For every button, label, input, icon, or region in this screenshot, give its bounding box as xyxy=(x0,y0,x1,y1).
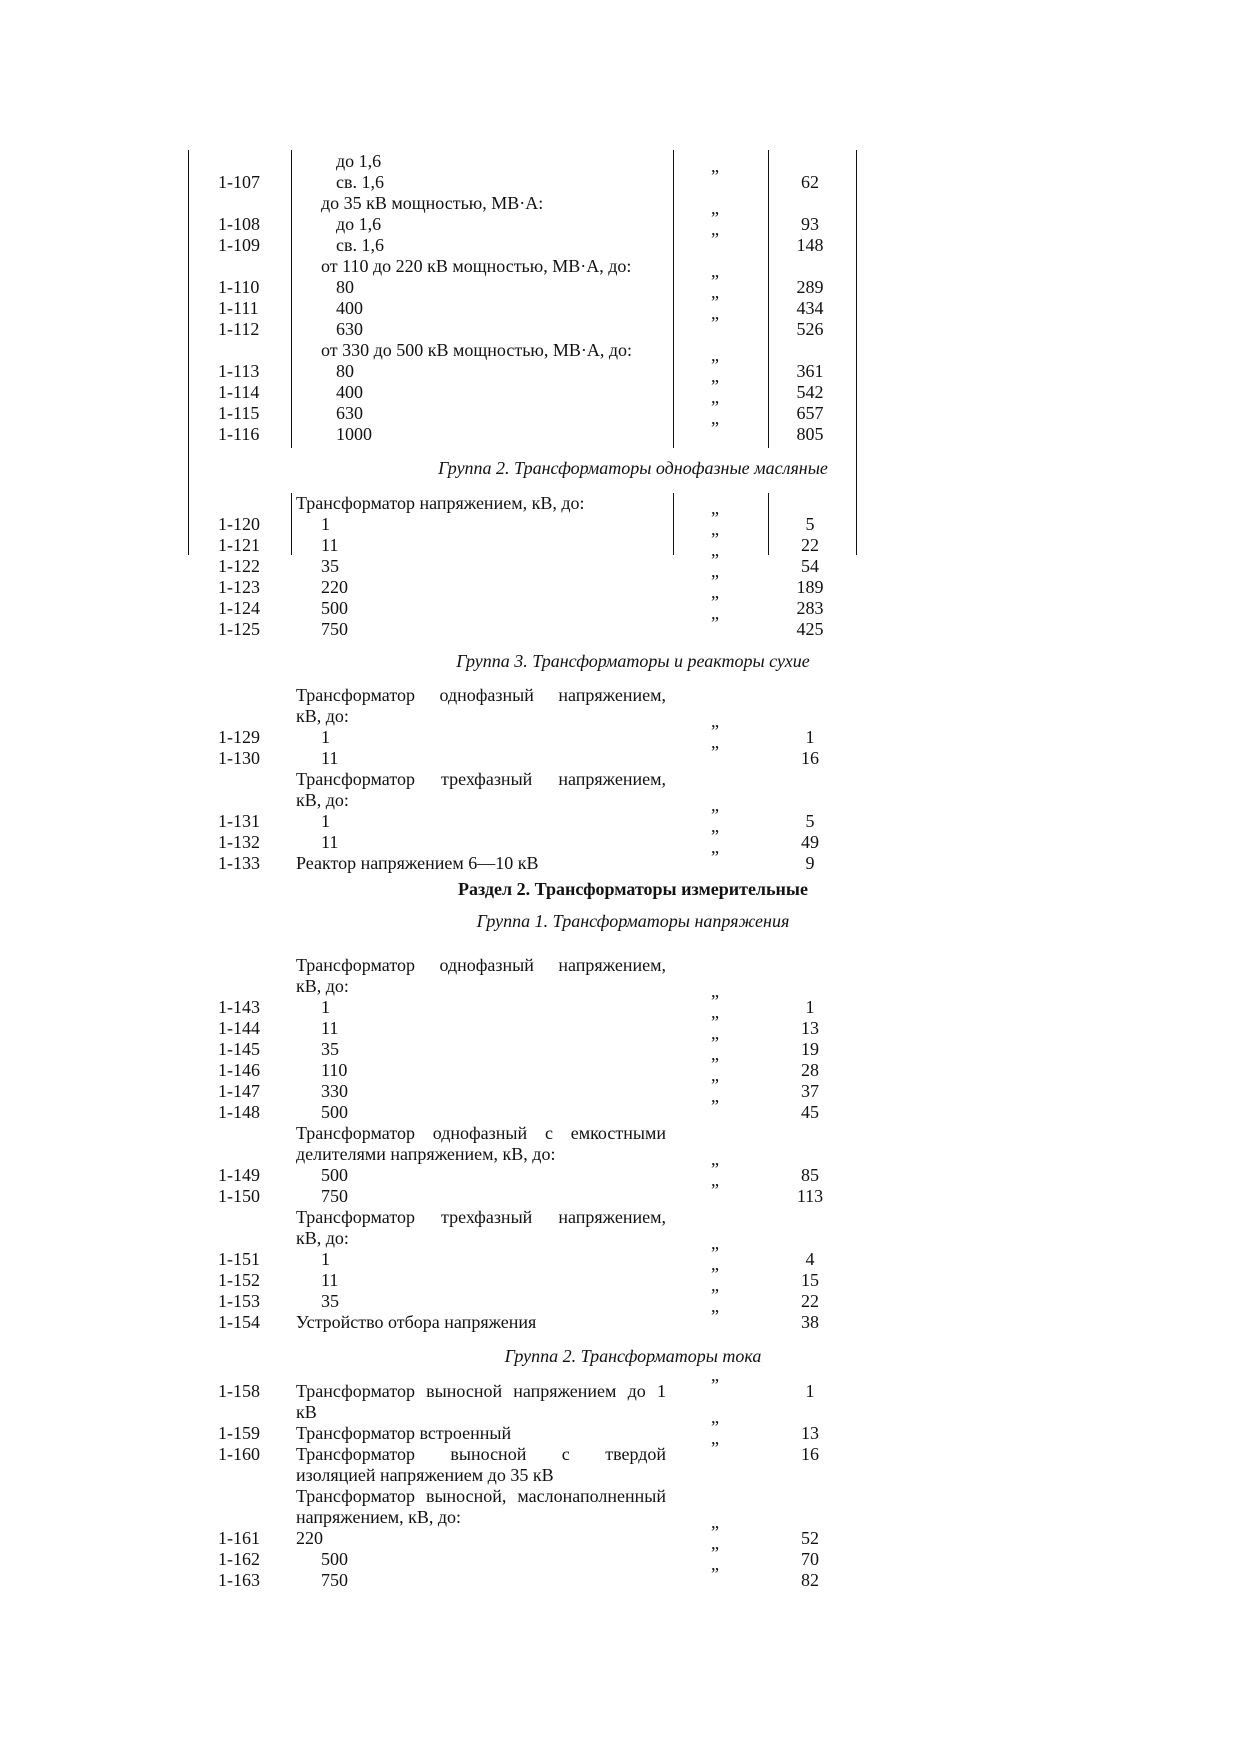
group-heading: Группа 3. Трансформаторы и реакторы сухие xyxy=(456,651,810,671)
ditto-mark: ” xyxy=(711,1054,719,1074)
ditto-mark: ” xyxy=(711,1075,719,1095)
table-row xyxy=(0,376,1240,403)
item-value: 13 xyxy=(801,1423,819,1443)
item-value: 37 xyxy=(801,1081,819,1101)
table-row xyxy=(0,769,1240,790)
item-description: 1 xyxy=(321,997,330,1017)
item-description: 1 xyxy=(321,1249,330,1269)
group-heading: Группа 1. Трансформаторы напряжения xyxy=(476,911,790,931)
item-description: 220 xyxy=(296,1528,323,1548)
item-code: 1-151 xyxy=(218,1249,260,1269)
ditto-mark: ” xyxy=(711,313,719,333)
item-value: 189 xyxy=(796,577,824,597)
table-row xyxy=(0,685,1240,706)
table-row xyxy=(0,340,1240,361)
ditto-mark: ” xyxy=(711,376,719,396)
ditto-mark: ” xyxy=(711,1522,719,1542)
item-code: 1-112 xyxy=(218,319,260,339)
table-row xyxy=(0,1564,1240,1591)
item-value: 542 xyxy=(796,382,824,402)
ditto-mark: ” xyxy=(711,355,719,375)
item-description: Устройство отбора напряжения xyxy=(296,1312,537,1332)
table-row xyxy=(0,613,1240,640)
item-description: 400 xyxy=(336,382,363,402)
ditto-mark: ” xyxy=(711,271,719,291)
item-code: 1-120 xyxy=(218,514,260,534)
item-description: св. 1,6 xyxy=(336,172,384,192)
item-description: 750 xyxy=(321,1570,348,1590)
item-value: 45 xyxy=(801,1102,819,1122)
ditto-mark: ” xyxy=(711,397,719,417)
table-row xyxy=(0,166,1240,193)
item-code: 1-115 xyxy=(218,403,260,423)
item-description: Трансформатор трехфазный напряжением, xyxy=(296,769,666,789)
item-description: 630 xyxy=(336,403,363,423)
item-value: 289 xyxy=(796,277,824,297)
item-code: 1-122 xyxy=(218,556,260,576)
item-code: 1-149 xyxy=(218,1165,260,1185)
item-value: 93 xyxy=(801,214,819,234)
item-description: 11 xyxy=(321,832,339,852)
item-code: 1-132 xyxy=(218,832,260,852)
table-row xyxy=(0,1486,1240,1507)
table-row xyxy=(0,418,1240,445)
table-row xyxy=(0,571,1240,598)
item-description: 500 xyxy=(321,1549,348,1569)
item-value: 526 xyxy=(796,319,824,339)
item-description: 35 xyxy=(321,556,339,576)
item-code: 1-145 xyxy=(218,1039,260,1059)
table-row xyxy=(0,1033,1240,1060)
item-code: 1-160 xyxy=(218,1444,260,1464)
item-value: 1 xyxy=(805,1381,815,1401)
ditto-mark: ” xyxy=(711,208,719,228)
ditto-mark: ” xyxy=(711,1159,719,1179)
ditto-mark: ” xyxy=(711,613,719,633)
item-code: 1-152 xyxy=(218,1270,260,1290)
item-code: 1-159 xyxy=(218,1423,260,1443)
item-value: 1 xyxy=(805,727,815,747)
item-description: 500 xyxy=(321,1165,348,1185)
table-row xyxy=(0,208,1240,235)
table-row xyxy=(0,292,1240,319)
item-value: 425 xyxy=(796,619,824,639)
ditto-mark: ” xyxy=(711,1438,719,1458)
table-row xyxy=(0,1096,1240,1123)
item-code: 1-108 xyxy=(218,214,260,234)
table-row xyxy=(0,706,1240,727)
item-value: 13 xyxy=(801,1018,819,1038)
table-row xyxy=(0,313,1240,340)
ditto-mark: ” xyxy=(711,508,719,528)
item-value: 113 xyxy=(796,1186,824,1206)
table-row xyxy=(0,805,1240,832)
table-row xyxy=(0,826,1240,853)
item-code: 1-161 xyxy=(218,1528,260,1548)
item-description: кВ, до: xyxy=(296,1228,349,1248)
table-row xyxy=(0,529,1240,556)
item-value: 361 xyxy=(796,361,824,381)
item-value: 16 xyxy=(801,1444,819,1464)
table-row xyxy=(0,1228,1240,1249)
item-value: 5 xyxy=(805,514,815,534)
item-description: 750 xyxy=(321,619,348,639)
item-code: 1-130 xyxy=(218,748,260,768)
item-description: 11 xyxy=(321,535,339,555)
table-row xyxy=(0,847,1240,874)
item-description: Трансформатор однофазный напряжением, xyxy=(296,955,666,975)
item-code: 1-162 xyxy=(218,1549,260,1569)
item-description: 1000 xyxy=(336,424,372,444)
item-value: 22 xyxy=(801,535,819,555)
item-code: 1-109 xyxy=(218,235,260,255)
item-code: 1-123 xyxy=(218,577,260,597)
item-description: кВ, до: xyxy=(296,790,349,810)
ditto-mark: ” xyxy=(711,847,719,867)
item-description: 11 xyxy=(321,748,339,768)
ditto-mark: ” xyxy=(711,292,719,312)
table-row xyxy=(0,1465,1240,1486)
table-row xyxy=(0,550,1240,577)
item-description: Трансформатор выносной с твердой xyxy=(296,1444,666,1464)
item-code: 1-124 xyxy=(218,598,260,618)
ditto-mark: ” xyxy=(711,1306,719,1326)
item-code: 1-158 xyxy=(218,1381,260,1401)
item-value: 85 xyxy=(801,1165,819,1185)
table-row xyxy=(0,1180,1240,1207)
table-row xyxy=(0,721,1240,748)
item-value: 22 xyxy=(801,1291,819,1311)
table-row xyxy=(0,1207,1240,1228)
item-code: 1-131 xyxy=(218,811,260,831)
ditto-mark: ” xyxy=(711,592,719,612)
ditto-mark: ” xyxy=(711,1243,719,1263)
item-description: 11 xyxy=(321,1018,339,1038)
item-code: 1-150 xyxy=(218,1186,260,1206)
ditto-mark: ” xyxy=(711,418,719,438)
item-value: 148 xyxy=(796,235,824,255)
ditto-mark: ” xyxy=(711,1033,719,1053)
table-row xyxy=(0,1144,1240,1165)
table-row xyxy=(0,397,1240,424)
table-row xyxy=(0,256,1240,277)
item-code: 1-113 xyxy=(218,361,260,381)
item-description: 1 xyxy=(321,514,330,534)
table-row xyxy=(0,790,1240,811)
ditto-mark: ” xyxy=(711,721,719,741)
item-code: 1-110 xyxy=(218,277,260,297)
item-code: 1-111 xyxy=(218,298,259,318)
item-description: кВ, до: xyxy=(296,706,349,726)
item-description: Реактор напряжением 6—10 кВ xyxy=(296,853,539,873)
table-row xyxy=(0,271,1240,298)
table-row xyxy=(0,1306,1240,1333)
table-row xyxy=(0,1264,1240,1291)
item-description: до 1,6 xyxy=(336,214,382,234)
ditto-mark: ” xyxy=(711,1375,719,1395)
table-row xyxy=(0,151,1240,172)
item-description: 500 xyxy=(321,1102,348,1122)
item-value: 28 xyxy=(801,1060,819,1080)
ditto-mark: ” xyxy=(711,1543,719,1563)
item-description: кВ, до: xyxy=(296,976,349,996)
ditto-mark: ” xyxy=(711,742,719,762)
group-heading: Группа 2. Трансформаторы тока xyxy=(504,1346,762,1366)
item-value: 805 xyxy=(796,424,824,444)
ditto-mark: ” xyxy=(711,826,719,846)
item-description: 35 xyxy=(321,1039,339,1059)
table-row xyxy=(0,976,1240,997)
item-code: 1-144 xyxy=(218,1018,260,1038)
group-heading: Группа 2. Трансформаторы однофазные масляные xyxy=(438,458,828,478)
table-row xyxy=(0,1522,1240,1549)
item-value: 52 xyxy=(801,1528,819,1548)
item-value: 54 xyxy=(801,556,819,576)
ditto-mark: ” xyxy=(711,1096,719,1116)
ditto-mark: ” xyxy=(711,1264,719,1284)
table-row xyxy=(0,1417,1240,1444)
item-description: 400 xyxy=(336,298,363,318)
item-description: до 1,6 xyxy=(336,151,382,171)
item-description: 330 xyxy=(321,1081,348,1101)
item-value: 49 xyxy=(801,832,819,852)
ditto-mark: ” xyxy=(711,529,719,549)
item-description: Трансформатор выносной, маслонаполненный xyxy=(296,1486,666,1506)
item-description: 500 xyxy=(321,598,348,618)
item-description: Трансформатор встроенный xyxy=(296,1423,512,1443)
item-description: 1 xyxy=(321,811,330,831)
item-description: 80 xyxy=(336,277,354,297)
ditto-mark: ” xyxy=(711,1564,719,1584)
ditto-mark: ” xyxy=(711,571,719,591)
item-description: 11 xyxy=(321,1270,339,1290)
table-row xyxy=(0,1402,1240,1423)
ditto-mark: ” xyxy=(711,229,719,249)
item-description: 220 xyxy=(321,577,348,597)
item-value: 283 xyxy=(796,598,824,618)
item-description: кВ xyxy=(296,1402,317,1422)
item-value: 38 xyxy=(801,1312,819,1332)
table-row xyxy=(0,955,1240,976)
table-row xyxy=(0,355,1240,382)
item-value: 16 xyxy=(801,748,819,768)
item-description: Трансформатор напряжением, кВ, до: xyxy=(296,493,585,513)
table-row xyxy=(0,742,1240,769)
ditto-mark: ” xyxy=(711,991,719,1011)
item-description: Трансформатор однофазный напряжением, xyxy=(296,685,666,705)
item-value: 82 xyxy=(801,1570,819,1590)
item-description: Трансформатор однофазный с емкостными xyxy=(296,1123,666,1143)
item-description: св. 1,6 xyxy=(336,235,384,255)
item-description: 35 xyxy=(321,1291,339,1311)
table-row xyxy=(0,1543,1240,1570)
table-row xyxy=(0,592,1240,619)
section-heading: Раздел 2. Трансформаторы измерительные xyxy=(458,879,808,899)
item-value: 19 xyxy=(801,1039,819,1059)
table-row xyxy=(0,1012,1240,1039)
item-description: делителями напряжением, кВ, до: xyxy=(296,1144,556,1164)
item-code: 1-147 xyxy=(218,1081,260,1101)
item-code: 1-154 xyxy=(218,1312,260,1332)
item-value: 9 xyxy=(805,853,815,873)
item-value: 4 xyxy=(805,1249,815,1269)
item-value: 62 xyxy=(801,172,819,192)
item-description: 750 xyxy=(321,1186,348,1206)
ditto-mark: ” xyxy=(711,1180,719,1200)
table-row xyxy=(0,1438,1240,1465)
item-code: 1-107 xyxy=(218,172,260,192)
item-description: 80 xyxy=(336,361,354,381)
table-row xyxy=(0,1243,1240,1270)
ditto-mark: ” xyxy=(711,1417,719,1437)
table-row xyxy=(0,508,1240,535)
item-description: напряжением, кВ, до: xyxy=(296,1507,462,1527)
item-code: 1-125 xyxy=(218,619,260,639)
item-value: 434 xyxy=(796,298,824,318)
item-code: 1-163 xyxy=(218,1570,260,1590)
ditto-mark: ” xyxy=(711,550,719,570)
item-code: 1-143 xyxy=(218,997,260,1017)
item-code: 1-121 xyxy=(218,535,260,555)
item-description: Трансформатор выносной напряжением до 1 xyxy=(296,1381,666,1401)
ditto-mark: ” xyxy=(711,1285,719,1305)
table-row xyxy=(0,991,1240,1018)
item-code: 1-146 xyxy=(218,1060,260,1080)
item-value: 15 xyxy=(801,1270,819,1290)
table-row xyxy=(0,193,1240,214)
item-code: 1-116 xyxy=(218,424,260,444)
table-row xyxy=(0,1375,1240,1402)
item-value: 1 xyxy=(805,997,815,1017)
item-description: Трансформатор трехфазный напряжением, xyxy=(296,1207,666,1227)
table-row xyxy=(0,1123,1240,1144)
item-code: 1-133 xyxy=(218,853,260,873)
item-code: 1-114 xyxy=(218,382,260,402)
item-code: 1-129 xyxy=(218,727,260,747)
item-value: 657 xyxy=(796,403,824,423)
item-description: 110 xyxy=(321,1060,348,1080)
table-row xyxy=(0,229,1240,256)
table-row xyxy=(0,1285,1240,1312)
table-row xyxy=(0,1075,1240,1102)
item-description: от 110 до 220 кВ мощностью, МВ·А, до: xyxy=(321,256,632,276)
ditto-mark: ” xyxy=(711,805,719,825)
item-value: 5 xyxy=(805,811,815,831)
item-code: 1-148 xyxy=(218,1102,260,1122)
table-row xyxy=(0,1054,1240,1081)
item-value: 70 xyxy=(801,1549,819,1569)
ditto-mark: ” xyxy=(711,166,719,186)
item-description: до 35 кВ мощностью, МВ·А: xyxy=(321,193,544,213)
item-code: 1-153 xyxy=(218,1291,260,1311)
item-description: 630 xyxy=(336,319,363,339)
item-description: от 330 до 500 кВ мощностью, МВ·А, до: xyxy=(321,340,633,360)
table-row xyxy=(0,1507,1240,1528)
ditto-mark: ” xyxy=(711,1012,719,1032)
table-row xyxy=(0,1159,1240,1186)
item-description: изоляцией напряжением до 35 кВ xyxy=(296,1465,554,1485)
item-description: 1 xyxy=(321,727,330,747)
table-row xyxy=(0,493,1240,514)
